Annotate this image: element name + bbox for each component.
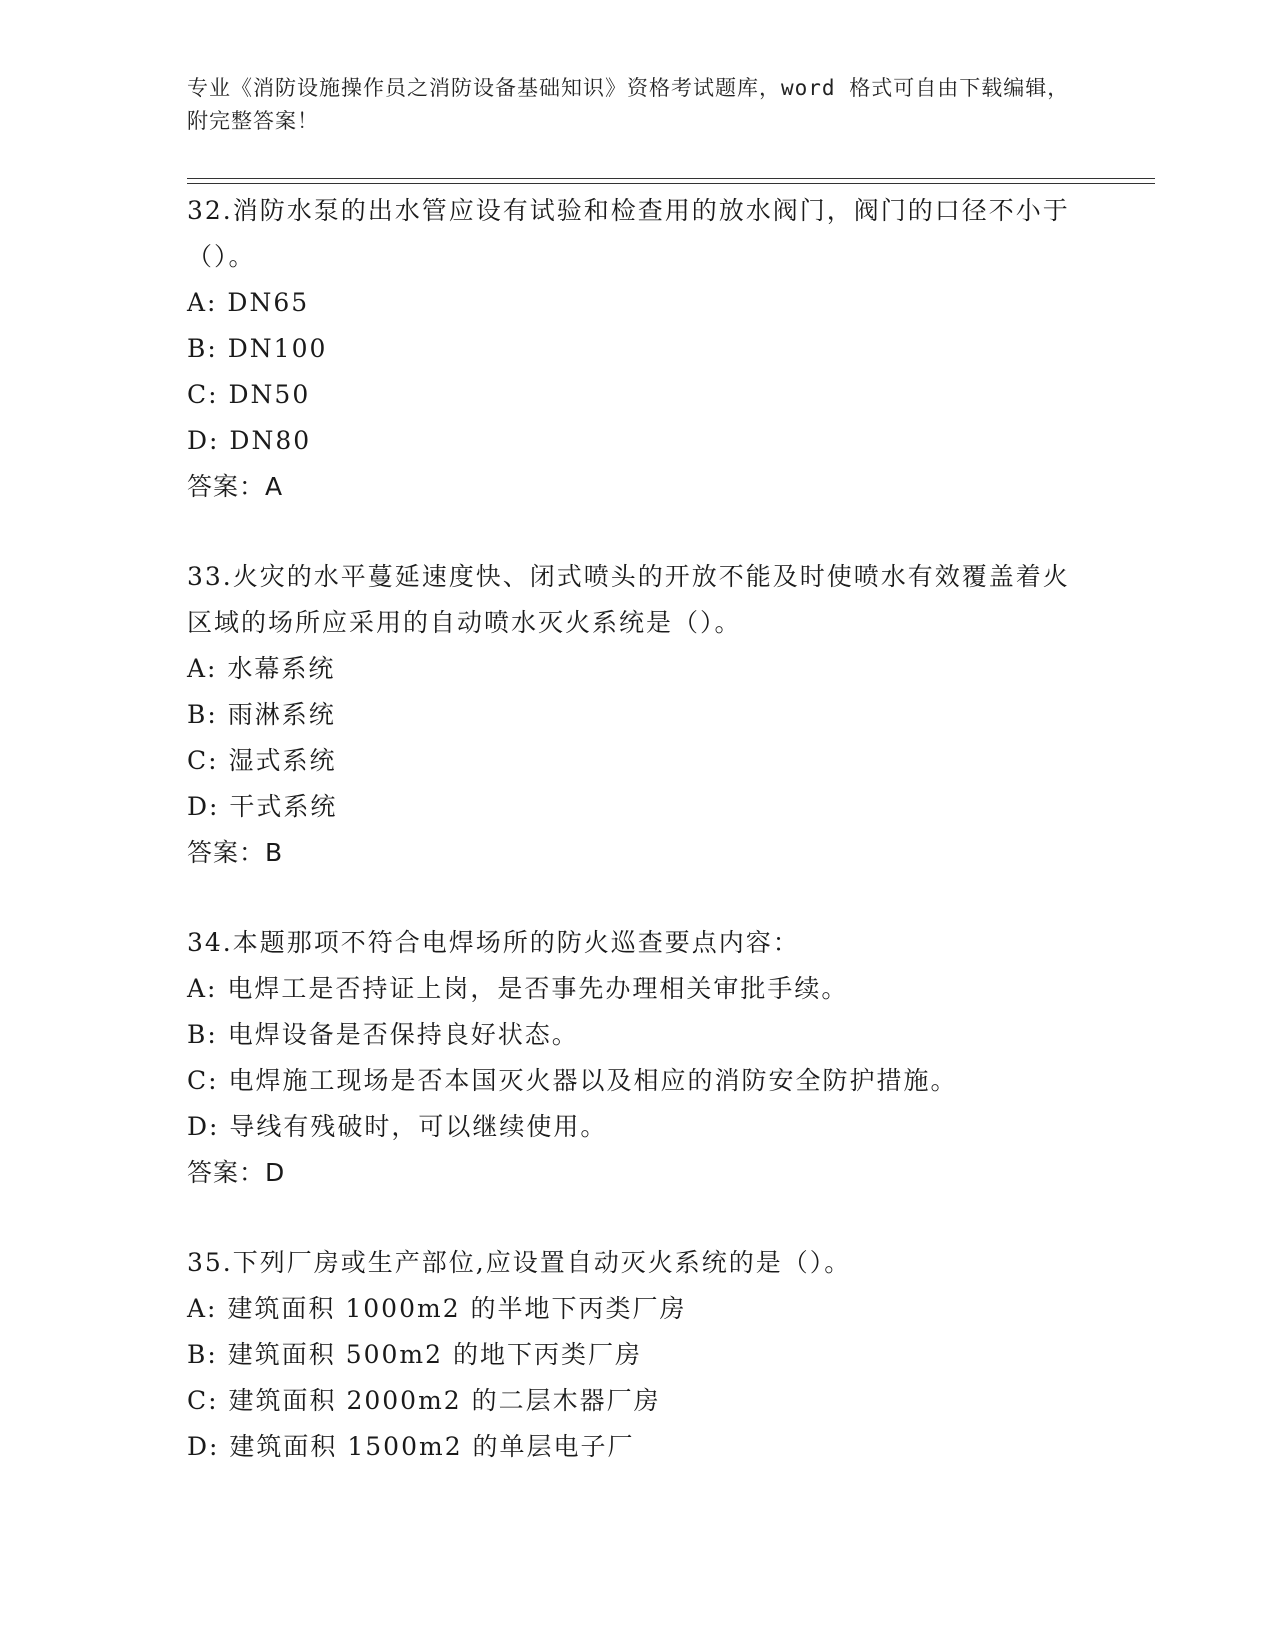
answer-line: 答案：D [187,1158,286,1187]
answer-line: 答案：A [187,472,284,501]
option-a: A: 电焊工是否持证上岗，是否事先办理相关审批手续。 [187,974,849,1003]
option-c: C: 建筑面积 2000m2 的二层木器厂房 [187,1386,661,1415]
header-divider-line [187,178,1155,179]
option-a: A: 建筑面积 1000m2 的半地下丙类厂房 [187,1294,687,1323]
question-text: 35.下列厂房或生产部位,应设置自动灭火系统的是（）。 [187,1248,852,1277]
question-33 [187,554,1087,876]
option-d: D: 导线有残破时，可以继续使用。 [187,1112,608,1141]
option-c: C: DN50 [187,380,311,409]
option-c: C: 电焊施工现场是否本国灭火器以及相应的消防安全防护措施。 [187,1066,958,1095]
option-c: C: 湿式系统 [187,746,337,775]
document-header-note: 专业《消防设施操作员之消防设备基础知识》资格考试题库，word 格式可自由下载编辑，附完整答案！ [187,76,1070,133]
option-a: A: 水幕系统 [187,654,336,683]
header-divider-line-2 [187,183,1155,184]
question-text: 32.消防水泵的出水管应设有试验和检查用的放水阀门，阀门的口径不小于（）。 [187,196,1070,271]
option-b: B: 电焊设备是否保持良好状态。 [187,1020,579,1049]
option-b: B: 建筑面积 500m2 的地下丙类厂房 [187,1340,642,1369]
option-b: B: DN100 [187,334,328,363]
question-text: 34.本题那项不符合电焊场所的防火巡查要点内容： [187,928,800,957]
option-d: D: 建筑面积 1500m2 的单层电子厂 [187,1432,635,1461]
question-text: 33.火灾的水平蔓延速度快、闭式喷头的开放不能及时使喷水有效覆盖着火区域的场所应采用的自动喷水灭火系统是（）。 [187,562,1070,637]
question-34 [187,920,1087,1196]
question-32 [187,188,1087,510]
answer-line: 答案：B [187,838,284,867]
option-d: D: DN80 [187,426,312,455]
option-b: B: 雨淋系统 [187,700,336,729]
option-a: A: DN65 [187,288,310,317]
question-35 [187,1240,1087,1470]
option-d: D: 干式系统 [187,792,338,821]
